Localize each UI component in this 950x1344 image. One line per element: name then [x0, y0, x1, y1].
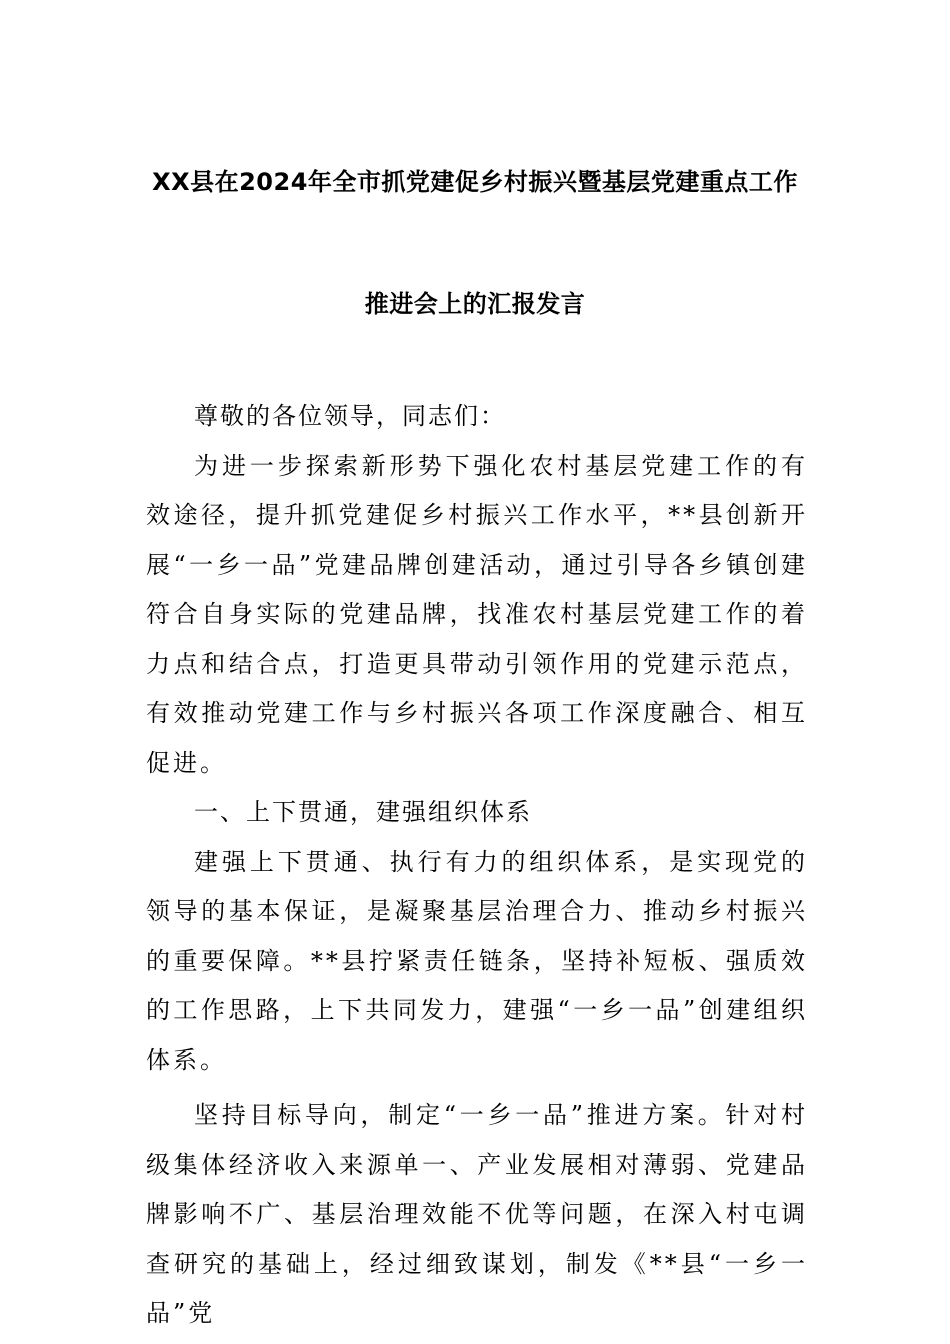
document-body	[146, 392, 808, 1339]
greeting-line: 尊敬的各位领导，同志们：	[194, 402, 506, 430]
document-title-line-1: XX县在2024年全市抓党建促乡村振兴暨基层党建重点工作	[152, 168, 798, 196]
body-paragraph-intro: 为进一步探索新形势下强化农村基层党建工作的有效途径，提升抓党建促乡村振兴工作水平，**县创新开展“一乡一品”党建品牌创建活动，通过引导各乡镇创建符合自身实际的党建品牌，找准农村基层党建工作的着力点和结合点，打造更具带动引领作用的党建示范点，有效推动党建工作与乡村振兴各项工作深度融合、相互促进。	[146, 451, 808, 777]
body-paragraph: 坚持目标导向，制定“一乡一品”推进方案。针对村级集体经济收入来源单一、产业发展相对薄弱、党建品牌影响不广、基层治理效能不优等问题，在深入村屯调查研究的基础上，经过细致谋划，制发《**县“一乡一品”党	[146, 1101, 808, 1327]
document-title-line-2: 推进会上的汇报发言	[364, 290, 586, 318]
body-paragraph: 建强上下贯通、执行有力的组织体系，是实现党的领导的基本保证，是凝聚基层治理合力、推动乡村振兴的重要保障。**县拧紧责任链条，坚持补短板、强质效的工作思路，上下共同发力，建强“一乡一品”创建组织体系。	[146, 847, 808, 1074]
section-heading-1: 一、上下贯通，建强组织体系	[194, 798, 532, 826]
